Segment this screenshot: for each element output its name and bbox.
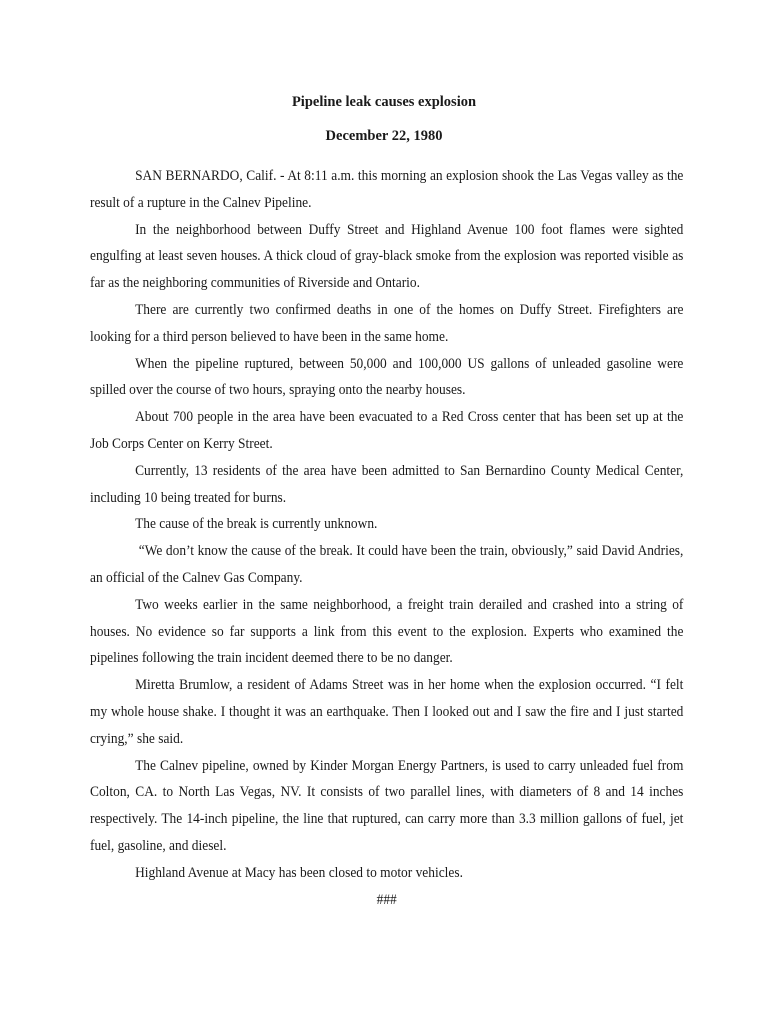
paragraph-pipeline-details: The Calnev pipeline, owned by Kinder Morgan Energy Partners, is used to carry unleaded fuel from Colton, CA. to North Las Vegas, NV. It consists of two parallel lines, with diameters of 8 and 14 inches respectively. The 14-inch pipeline, the line that ruptured, can carry more than 3.3 million gallons of fuel, jet fuel, gasoline, and diesel.: [90, 757, 684, 854]
paragraph-deaths: There are currently two confirmed deaths in one of the homes on Duffy Street. Firefighters are looking for a third person believed to have been in the same home.: [90, 301, 684, 345]
article-body: [90, 163, 683, 913]
paragraph-dateline: SAN BERNARDO, Calif. - At 8:11 a.m. this morning an explosion shook the Las Vegas valley as the result of a rupture in the Calnev Pipeline.: [90, 168, 684, 211]
paragraph-evacuation: About 700 people in the area have been evacuated to a Red Cross center that has been set up at the Job Corps Center on Kerry Street.: [90, 409, 684, 452]
end-mark: ###: [376, 891, 397, 908]
paragraph-train: Two weeks earlier in the same neighborhood, a freight train derailed and crashed into a string of houses. No evidence so far supports a link from this event to the explosion. Experts who examined the pipelines following the train incident deemed there to be no danger.: [90, 596, 684, 667]
paragraph-gasoline: When the pipeline ruptured, between 50,000 and 100,000 US gallons of unleaded gasoline were spilled over the course of two hours, spraying onto the nearby houses.: [90, 355, 684, 399]
paragraph-road-closure: Highland Avenue at Macy has been closed to motor vehicles.: [135, 864, 463, 881]
paragraph-cause: The cause of the break is currently unknown.: [135, 516, 378, 533]
paragraph-flames: In the neighborhood between Duffy Street and Highland Avenue 100 foot flames were sighted engulfing at least seven houses. A thick cloud of gray-black smoke from the explosion was reported visible as far as the neighboring communities of Riverside and Ontario.: [90, 221, 684, 292]
paragraph-injuries: Currently, 13 residents of the area have been admitted to San Bernardino County Medical Center, including 10 being treated for burns.: [90, 462, 684, 506]
paragraph-quote-andries: “We don’t know the cause of the break. It could have been the train, obviously,” said David Andries, an official of the Calnev Gas Company.: [90, 543, 684, 586]
paragraph-quote-brumlow: Miretta Brumlow, a resident of Adams Street was in her home when the explosion occurred. “I felt my whole house shake. I thought it was an earthquake. Then I looked out and I saw the fire and I just started crying,” she said.: [90, 677, 684, 747]
article-date: December 22, 1980: [325, 128, 443, 144]
article-headline: Pipeline leak causes explosion: [291, 94, 477, 110]
